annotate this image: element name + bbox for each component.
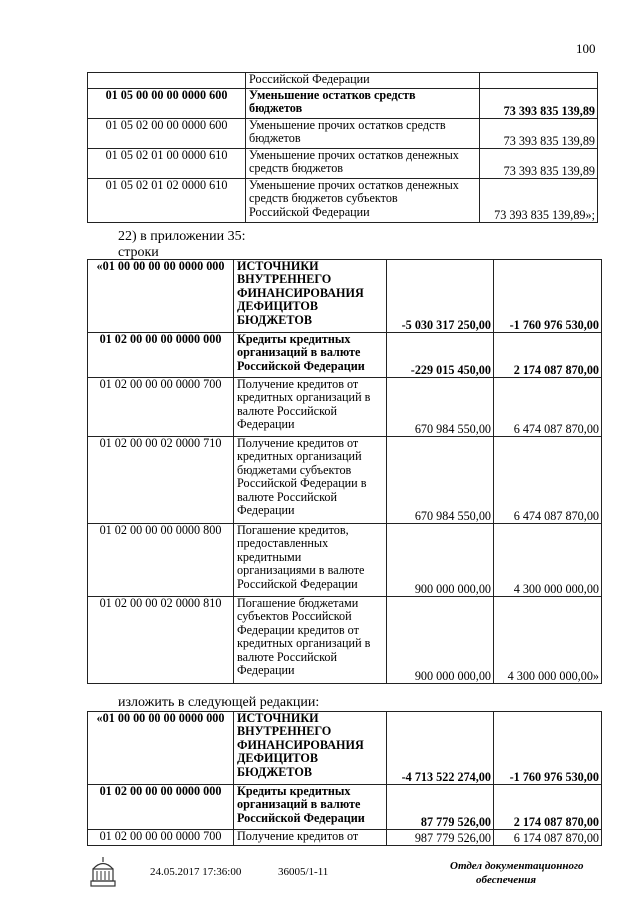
table-row [88,260,602,333]
name-cell: Кредиты кредитных организаций в валюте Российской Федерации [234,785,387,830]
code-cell: 01 02 00 00 00 0000 800 [88,524,234,597]
rows-label: строки [118,245,159,260]
amount-cell: -229 015 450,00 [387,333,494,378]
name-cell: Погашение кредитов, предоставленных кредитными организациями в валюте Российской Федерации [234,524,387,597]
name-cell: ИСТОЧНИКИ ВНУТРЕННЕГО ФИНАНСИРОВАНИЯ ДЕФИЦИТОВ БЮДЖЕТОВ [234,712,387,785]
code-cell: 01 02 00 00 00 0000 700 [88,378,234,437]
name-cell: Получение кредитов от [234,830,387,846]
name-cell: Уменьшение остатков средств бюджетов [246,89,480,119]
table-row [88,333,602,378]
code-cell: 01 02 00 00 00 0000 000 [88,333,234,378]
code-cell: 01 05 02 01 02 0000 610 [88,179,246,223]
table-row [88,437,602,524]
amount-cell: 900 000 000,00 [387,524,494,597]
footer-datetime: 24.05.2017 17:36:00 [150,866,242,878]
page-number: 100 [576,41,596,56]
amount-cell: 2 174 087 870,00 [494,785,602,830]
sources-table-top [87,72,598,223]
amount-cell: 73 393 835 139,89»; [480,179,598,223]
table-row [88,89,598,119]
amount-cell [480,73,598,89]
table-row [88,597,602,684]
amount-cell: -1 760 976 530,00 [494,712,602,785]
amount-cell: 4 300 000 000,00» [494,597,602,684]
table-row [88,119,598,149]
amount-cell: 6 174 087 870,00 [494,830,602,846]
name-cell: Уменьшение прочих остатков денежных средств бюджетов субъектов Российской Федерации [246,179,480,223]
name-cell: Уменьшение прочих остатков средств бюджетов [246,119,480,149]
table-row [88,712,602,785]
footer-stamp-line1: Отдел документационного [450,860,584,872]
amount-cell: 6 474 087 870,00 [494,378,602,437]
duma-emblem-icon [88,855,118,889]
code-cell: 01 02 00 00 00 0000 700 [88,830,234,846]
amount-cell: 987 779 526,00 [387,830,494,846]
amount-cell: 73 393 835 139,89 [480,119,598,149]
table-row [88,524,602,597]
amount-cell: -1 760 976 530,00 [494,260,602,333]
code-cell: 01 05 00 00 00 0000 600 [88,89,246,119]
replace-heading: изложить в следующей редакции: [118,695,320,710]
name-cell: Получение кредитов от кредитных организаций в валюте Российской Федерации [234,378,387,437]
code-cell [88,73,246,89]
name-cell: ИСТОЧНИКИ ВНУТРЕННЕГО ФИНАНСИРОВАНИЯ ДЕФИЦИТОВ БЮДЖЕТОВ [234,260,387,333]
amount-cell: -4 713 522 274,00 [387,712,494,785]
footer-stamp-line2: обеспечения [476,874,537,886]
amount-cell: 4 300 000 000,00 [494,524,602,597]
code-cell: 01 02 00 00 00 0000 000 [88,785,234,830]
name-cell: Кредиты кредитных организаций в валюте Российской Федерации [234,333,387,378]
amount-cell: 73 393 835 139,89 [480,149,598,179]
amount-cell: 670 984 550,00 [387,437,494,524]
code-cell: 01 05 02 00 00 0000 600 [88,119,246,149]
table-row [88,149,598,179]
name-cell: Получение кредитов от кредитных организаций бюджетами субъектов Российской Федерации в валюте Российской Федерации [234,437,387,524]
amount-cell: 670 984 550,00 [387,378,494,437]
sources-table-old [87,259,602,684]
amount-cell: 73 393 835 139,89 [480,89,598,119]
sources-table-new [87,711,602,846]
amount-cell: 900 000 000,00 [387,597,494,684]
appendix-heading: 22) в приложении 35: [118,229,246,244]
amount-cell: 87 779 526,00 [387,785,494,830]
table-row [88,830,602,846]
table-row [88,378,602,437]
amount-cell: 2 174 087 870,00 [494,333,602,378]
name-cell: Российской Федерации [246,73,480,89]
footer-doc-number: 36005/1-11 [278,866,329,878]
code-cell: «01 00 00 00 00 0000 000 [88,260,234,333]
table-row [88,785,602,830]
amount-cell: -5 030 317 250,00 [387,260,494,333]
name-cell: Уменьшение прочих остатков денежных средств бюджетов [246,149,480,179]
table-row [88,73,598,89]
table-row [88,179,598,223]
code-cell: 01 02 00 00 02 0000 710 [88,437,234,524]
code-cell: 01 02 00 00 02 0000 810 [88,597,234,684]
name-cell: Погашение бюджетами субъектов Российской Федерации кредитов от кредитных организаций в валюте Российской Федерации [234,597,387,684]
code-cell: «01 00 00 00 00 0000 000 [88,712,234,785]
code-cell: 01 05 02 01 00 0000 610 [88,149,246,179]
amount-cell: 6 474 087 870,00 [494,437,602,524]
